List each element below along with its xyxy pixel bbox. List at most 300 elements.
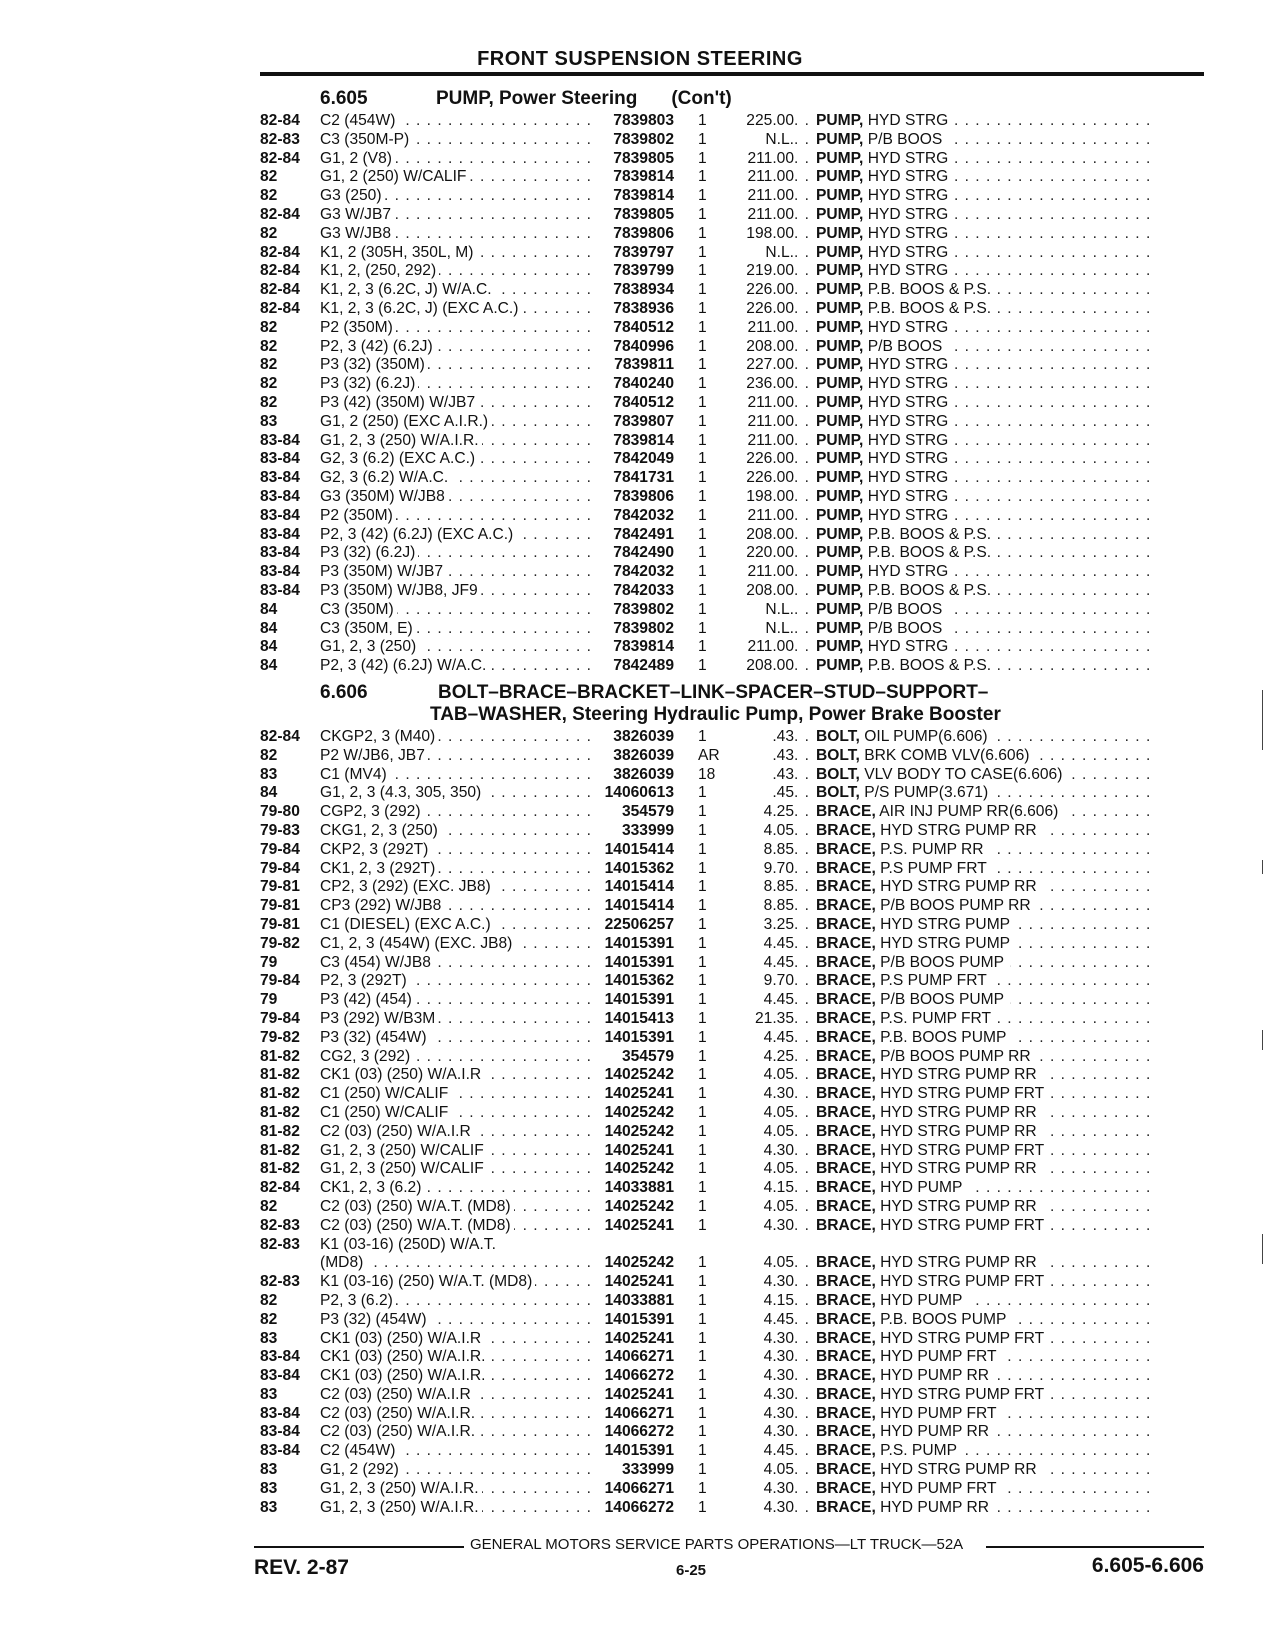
part-modifier: HYD PUMP (880, 1291, 963, 1309)
part-name (794, 432, 1154, 451)
part-modifier: HYD STRG (867, 469, 949, 487)
part-name-text (816, 784, 994, 801)
model-years: 82-84 (260, 149, 300, 167)
part-modifier: HYD STRG PUMP RR (880, 1160, 1037, 1178)
price: .43 (772, 746, 794, 764)
application-text: G1, 2, 3 (250) W/A.I.R. (320, 1499, 482, 1516)
model-years: 82 (260, 375, 278, 393)
part-modifier: P/B BOOS (867, 130, 943, 148)
price: 4.05 (763, 1197, 794, 1215)
part-modifier: P.B. BOOS & P.S. (867, 657, 992, 675)
part-name (794, 1254, 1154, 1273)
application-text: G3 W/JB8 (320, 225, 394, 242)
application-text: P3 (32) (6.2J) (320, 375, 418, 392)
price: 8.85 (763, 897, 794, 915)
part-name-text (816, 168, 954, 185)
application-text: CK1 (03) (250) W/A.I.R (320, 1066, 484, 1083)
part-name (794, 1480, 1154, 1499)
part-name (794, 1311, 1154, 1330)
part-number: 3826039 (613, 746, 674, 764)
part-noun: PUMP, (816, 563, 864, 581)
part-name-text (816, 432, 954, 449)
price: 208.00 (746, 337, 794, 355)
part-modifier: HYD STRG PUMP RR (880, 1197, 1037, 1215)
quantity: 1 (698, 1216, 707, 1234)
part-name-text (816, 394, 954, 411)
application-description (320, 281, 592, 300)
part-name-text (816, 1405, 1003, 1422)
application-description (320, 954, 592, 973)
model-years: 83-84 (260, 1348, 300, 1366)
part-name-text (816, 131, 948, 148)
part-name-text (816, 1423, 995, 1440)
part-number: 14015414 (604, 878, 674, 896)
model-years: 79-84 (260, 840, 300, 858)
price: 211.00 (747, 431, 794, 449)
application-text: CKG1, 2, 3 (250) (320, 822, 441, 839)
part-number: 14025241 (604, 1216, 674, 1234)
application-text: (MD8) (320, 1254, 366, 1271)
price: 211.00 (747, 412, 794, 430)
footer-page-number: 6-25 (676, 1562, 707, 1579)
price: 4.30 (763, 1329, 794, 1347)
part-noun: BOLT, (816, 765, 860, 783)
application-description (320, 338, 592, 357)
application-text: C2 (03) (250) W/A.I.R (320, 1386, 474, 1403)
application-text: P2 W/JB6, JB7 (320, 747, 428, 764)
part-name-text (816, 1104, 1043, 1121)
part-number: 14015362 (604, 859, 674, 877)
table-row (260, 356, 1204, 375)
part-name-text (816, 766, 1068, 783)
part-noun: BRACE, (816, 1066, 876, 1084)
application-description (320, 544, 592, 563)
quantity: 1 (698, 859, 707, 877)
part-name-text (816, 544, 997, 561)
part-modifier: P.B. BOOS & P.S. (867, 281, 992, 299)
part-noun: PUMP, (816, 431, 864, 449)
table-row (260, 112, 1204, 131)
model-years: 82-84 (260, 281, 300, 299)
part-number: 14025242 (604, 1197, 674, 1215)
model-years: 84 (260, 619, 278, 637)
part-modifier: P.S PUMP FRT (880, 859, 987, 877)
part-noun: BRACE, (816, 1028, 876, 1046)
price: 4.30 (763, 1273, 794, 1291)
part-modifier: P/B BOOS PUMP RR (880, 897, 1031, 915)
part-modifier: HYD STRG (867, 506, 949, 524)
part-modifier: P/B BOOS (867, 337, 943, 355)
part-modifier: HYD STRG (867, 393, 949, 411)
part-modifier: P/B BOOS (867, 619, 943, 637)
application-text: G1, 2, 3 (250) W/CALIF (320, 1160, 487, 1177)
model-years: 79 (260, 991, 278, 1009)
application-text: K1 (03-16) (250) W/A.T. (MD8) (320, 1273, 535, 1290)
application-text: K1, 2, 3 (6.2C, J) W/A.C. (320, 281, 495, 298)
application-description (320, 356, 592, 375)
part-number: 333999 (621, 821, 674, 839)
part-noun: BRACE, (816, 1367, 876, 1385)
application-text: K1, 2, (250, 292) (320, 262, 439, 279)
part-number: 7839806 (613, 487, 674, 505)
quantity: 1 (698, 1047, 707, 1065)
price: 4.05 (763, 1160, 794, 1178)
quantity: 1 (698, 168, 707, 186)
application-text: P3 (32) (454W) (320, 1311, 430, 1328)
part-number: 14033881 (604, 1179, 674, 1197)
part-name (794, 187, 1154, 206)
application-description (320, 1348, 592, 1367)
part-name-text (816, 747, 1035, 764)
quantity: 1 (698, 149, 707, 167)
application-description (320, 375, 592, 394)
part-noun: PUMP, (816, 544, 864, 562)
table-row (260, 878, 1204, 897)
model-years: 82-83 (260, 1273, 300, 1291)
part-modifier: HYD STRG PUMP RR (880, 1103, 1037, 1121)
application-text: C1, 2, 3 (454W) (EXC. JB8) (320, 935, 515, 952)
part-modifier: HYD STRG (867, 112, 949, 129)
application-text: C2 (454W) (320, 112, 398, 129)
part-name-text (816, 450, 954, 467)
part-name-text (816, 356, 954, 373)
part-noun: PUMP, (816, 205, 864, 223)
parts-table (260, 728, 1204, 1517)
part-name-text (816, 1236, 822, 1253)
table-row (260, 1160, 1204, 1179)
part-number: 14066272 (604, 1367, 674, 1385)
price: 227.00 (746, 356, 794, 374)
application-description (320, 319, 592, 338)
application-text: G1, 2 (250) (EXC A.I.R.) (320, 413, 491, 430)
part-number: 7842489 (613, 657, 674, 675)
table-row (260, 657, 1204, 676)
table-row (260, 319, 1204, 338)
model-years: 82 (260, 187, 278, 205)
part-modifier: HYD STRG PUMP FRT (880, 1329, 1045, 1347)
application-text: CK1 (03) (250) W/A.I.R. (320, 1348, 489, 1365)
table-row (260, 1123, 1204, 1142)
part-name (794, 150, 1154, 169)
part-number: 7842032 (613, 506, 674, 524)
part-noun: BRACE, (816, 1216, 876, 1234)
application-description (320, 168, 592, 187)
part-name-text (816, 657, 997, 674)
part-modifier: HYD STRG PUMP RR (880, 1461, 1037, 1479)
part-noun: PUMP, (816, 600, 864, 618)
part-modifier: HYD STRG (867, 168, 949, 186)
table-row (260, 1273, 1204, 1292)
table-row (260, 841, 1204, 860)
model-years: 83-84 (260, 525, 300, 543)
model-years: 82 (260, 224, 278, 242)
application-text: P2, 3 (42) (6.2J) W/A.C. (320, 657, 489, 674)
model-years: 82 (260, 337, 278, 355)
application-text: G1, 2, 3 (250) (320, 638, 419, 655)
model-years: 84 (260, 784, 278, 802)
price: 4.45 (763, 1442, 794, 1460)
application-text: K1, 2, 3 (6.2C, J) (EXC A.C.) (320, 300, 521, 317)
part-modifier: HYD STRG PUMP RR (880, 1066, 1037, 1084)
part-name (794, 582, 1154, 601)
table-row (260, 225, 1204, 244)
application-description (320, 1423, 592, 1442)
part-number: 14066271 (604, 1479, 674, 1497)
price: 211.00 (747, 638, 794, 656)
part-name-text (816, 338, 948, 355)
part-modifier: HYD STRG PUMP FRT (880, 1385, 1045, 1403)
part-modifier: HYD STRG PUMP RR (880, 821, 1037, 839)
part-noun: PUMP, (816, 393, 864, 411)
application-text: P2, 3 (292T) (320, 972, 410, 989)
application-description (320, 1236, 592, 1255)
part-modifier: HYD PUMP RR (880, 1367, 990, 1385)
price: 211.00 (747, 506, 794, 524)
part-name-text (816, 1367, 995, 1384)
price: 225.00 (746, 112, 794, 129)
part-noun: BRACE, (816, 972, 876, 990)
part-number: 14025241 (604, 1141, 674, 1159)
part-noun: PUMP, (816, 262, 864, 280)
part-name-text (816, 1442, 963, 1459)
part-name-text (816, 1160, 1043, 1177)
footer-rule-right (986, 1546, 1204, 1548)
quantity: 1 (698, 1179, 707, 1197)
footer-revision: REV. 2-87 (254, 1556, 349, 1579)
application-description (320, 563, 592, 582)
application-description (320, 972, 592, 991)
part-name (794, 916, 1154, 935)
part-number: 7838936 (613, 299, 674, 317)
table-row (260, 150, 1204, 169)
part-name (794, 544, 1154, 563)
price: .43 (772, 765, 794, 783)
table-row (260, 244, 1204, 263)
table-row (260, 1085, 1204, 1104)
application-text: CK1 (03) (250) W/A.I.R. (320, 1367, 489, 1384)
part-name (794, 1461, 1154, 1480)
application-description (320, 526, 592, 545)
application-text: G1, 2, 3 (250) W/CALIF (320, 1142, 487, 1159)
part-number: 14015414 (604, 897, 674, 915)
price: 4.30 (763, 1367, 794, 1385)
quantity (674, 1236, 716, 1255)
part-noun: BRACE, (816, 803, 876, 821)
part-modifier: AIR INJ PUMP RR(6.606) (879, 803, 1059, 821)
model-years: 79-81 (260, 915, 300, 933)
part-modifier: HYD STRG (867, 431, 949, 449)
part-name-text (816, 1029, 1012, 1046)
model-years: 83 (260, 412, 278, 430)
application-description (320, 150, 592, 169)
part-modifier: HYD STRG (867, 149, 949, 167)
application-text: C2 (454W) (320, 1442, 398, 1459)
model-years: 79-81 (260, 897, 300, 915)
part-number: 22506257 (604, 915, 674, 933)
model-years: 79 (260, 953, 278, 971)
application-description (320, 1386, 592, 1405)
part-number: 14025242 (604, 1103, 674, 1121)
part-modifier: HYD STRG (867, 262, 949, 280)
quantity: 1 (698, 130, 707, 148)
application-text: P2, 3 (42) (6.2J) (EXC A.C.) (320, 526, 516, 543)
application-description (320, 897, 592, 916)
quantity: 1 (698, 318, 707, 336)
part-noun: PUMP, (816, 525, 864, 543)
model-years: 83-84 (260, 581, 300, 599)
table-row (260, 954, 1204, 973)
price: 211.00 (747, 149, 794, 167)
part-modifier: HYD STRG PUMP (880, 934, 1011, 952)
price: 211.00 (747, 168, 794, 186)
table-row (260, 1010, 1204, 1029)
part-noun: PUMP, (816, 638, 864, 656)
quantity: 1 (698, 1423, 707, 1441)
model-years: 82 (260, 318, 278, 336)
application-description (320, 1330, 592, 1349)
application-text: C1 (MV4) (320, 766, 390, 783)
part-number: 7842033 (613, 581, 674, 599)
part-name (794, 1010, 1154, 1029)
part-modifier: HYD STRG (867, 205, 949, 223)
part-modifier: HYD STRG (867, 375, 949, 393)
application-text: G3 (350M) W/JB8 (320, 488, 448, 505)
part-name (794, 860, 1154, 879)
part-number: 3826039 (613, 728, 674, 745)
model-years: 83-84 (260, 1404, 300, 1422)
part-number: 7839814 (613, 187, 674, 205)
quantity: 1 (698, 224, 707, 242)
application-description (320, 935, 592, 954)
quantity: 1 (698, 469, 707, 487)
model-years: 83-84 (260, 544, 300, 562)
quantity: 1 (698, 1141, 707, 1159)
application-text: G2, 3 (6.2) W/A.C. (320, 469, 451, 486)
model-years: 81-82 (260, 1047, 300, 1065)
price: 4.25 (763, 803, 794, 821)
margin-mark (1262, 860, 1263, 874)
part-number: 7839814 (613, 168, 674, 186)
part-number: 7840240 (613, 375, 674, 393)
part-modifier: P/B BOOS PUMP RR (880, 1047, 1031, 1065)
part-modifier: P.B. BOOS PUMP (880, 1028, 1007, 1046)
part-modifier: HYD STRG (867, 638, 949, 656)
part-name (794, 1198, 1154, 1217)
quantity: 1 (698, 487, 707, 505)
part-number: 7839802 (613, 619, 674, 637)
footer-rule-left (254, 1546, 464, 1548)
price: 211.00 (747, 563, 794, 581)
model-years: 83 (260, 1329, 278, 1347)
price: 4.05 (763, 1254, 794, 1272)
part-name (794, 1348, 1154, 1367)
part-modifier: HYD PUMP RR (880, 1498, 990, 1516)
price: 9.70 (763, 972, 794, 990)
application-description (320, 657, 592, 676)
application-description (320, 728, 592, 747)
quantity: 18 (698, 765, 716, 783)
model-years: 81-82 (260, 1085, 300, 1103)
quantity: 1 (698, 356, 707, 374)
part-noun: PUMP, (816, 243, 864, 261)
application-description (320, 1311, 592, 1330)
quantity: 1 (698, 953, 707, 971)
part-name (794, 601, 1154, 620)
model-years: 83-84 (260, 431, 300, 449)
price: 226.00 (746, 450, 794, 468)
model-years: 82-84 (260, 243, 300, 261)
application-description (320, 244, 592, 263)
part-name-text (816, 954, 1010, 971)
application-text: C2 (03) (250) W/A.I.R (320, 1123, 474, 1140)
part-modifier: P.S. PUMP FRT (880, 1009, 992, 1027)
table-row (260, 822, 1204, 841)
part-name (794, 766, 1154, 785)
model-years: 83-84 (260, 487, 300, 505)
part-modifier: HYD STRG (867, 243, 949, 261)
table-row (260, 747, 1204, 766)
model-years: 82-84 (260, 262, 300, 280)
part-name-text (816, 582, 997, 599)
application-description (320, 206, 592, 225)
part-name-text (816, 262, 954, 279)
part-number: 7839799 (613, 262, 674, 280)
price: 211.00 (747, 205, 794, 223)
model-years: 79-84 (260, 972, 300, 990)
price: 4.25 (763, 1047, 794, 1065)
application-description (320, 1085, 592, 1104)
price: 198.00 (746, 224, 794, 242)
part-name-text (816, 1179, 968, 1196)
application-text: C3 (454) W/JB8 (320, 954, 434, 971)
application-text: P3 (32) (6.2J) (320, 544, 418, 561)
application-text: K1 (03-16) (250D) W/A.T. (320, 1236, 499, 1253)
part-name (794, 728, 1154, 747)
part-number: 14066271 (604, 1348, 674, 1366)
quantity: 1 (698, 205, 707, 223)
part-name (794, 1330, 1154, 1349)
part-name (794, 1236, 1154, 1255)
price: 198.00 (746, 487, 794, 505)
application-description (320, 1442, 592, 1461)
model-years: 84 (260, 600, 278, 618)
part-name-text (816, 860, 993, 877)
part-number: 7839814 (613, 638, 674, 656)
application-text: C2 (03) (250) W/A.T. (MD8) (320, 1198, 514, 1215)
section-title: PUMP, Power Steering (436, 88, 638, 109)
model-years: 83-84 (260, 1423, 300, 1441)
application-text: G1, 2 (V8) (320, 150, 395, 167)
part-name (794, 784, 1154, 803)
table-row (260, 1217, 1204, 1236)
part-modifier: P/S PUMP(3.671) (864, 784, 989, 802)
table-row (260, 375, 1204, 394)
quantity: 1 (698, 821, 707, 839)
part-number: 14066272 (604, 1498, 674, 1516)
part-noun: BRACE, (816, 1498, 876, 1516)
model-years: 83 (260, 765, 278, 783)
application-text: G1, 2, 3 (250) W/A.I.R. (320, 432, 482, 449)
part-number: 7842049 (613, 450, 674, 468)
price: 21.35 (754, 1009, 794, 1027)
table-row (260, 1442, 1204, 1461)
price: 4.05 (763, 821, 794, 839)
part-name-text (816, 507, 954, 524)
price: 4.05 (763, 1103, 794, 1121)
part-noun: PUMP, (816, 149, 864, 167)
table-row (260, 526, 1204, 545)
quantity: 1 (698, 581, 707, 599)
